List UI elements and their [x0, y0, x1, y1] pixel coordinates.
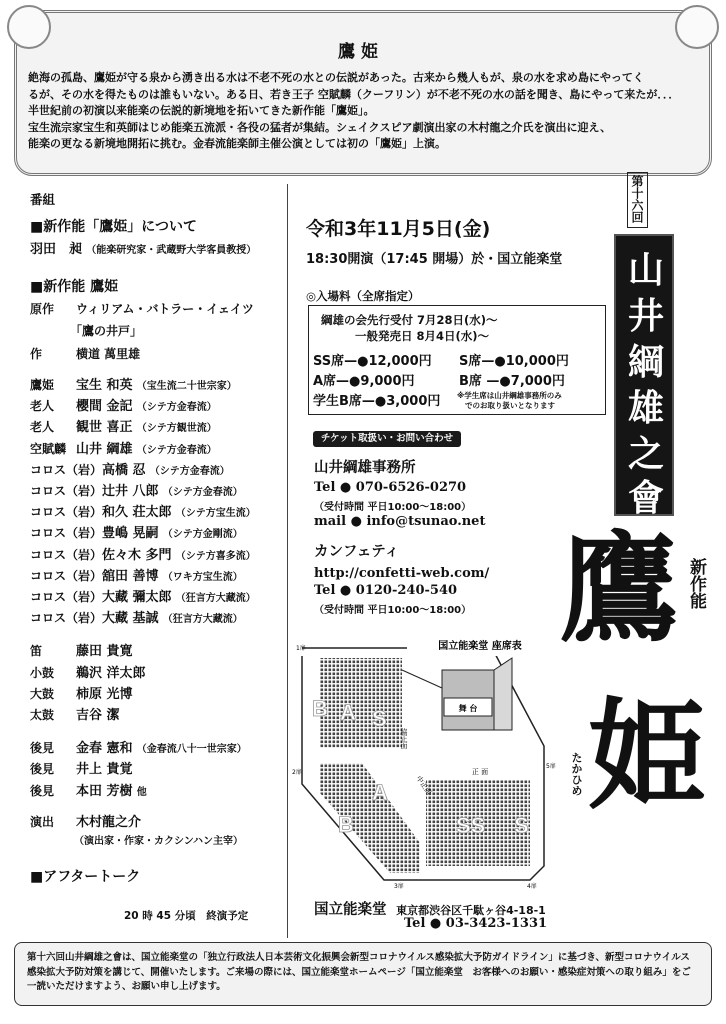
cast-row: コロス（岩）豊嶋 晃嗣 （シテ方金剛流）	[30, 526, 243, 542]
zone-label-a: A	[340, 700, 356, 725]
cast-row: 大鼓 柿原 光博	[30, 686, 133, 702]
cast-row: 後見 本田 芳樹 他	[30, 783, 147, 799]
director-note: （演出家・作家・カクシンハン主宰）	[74, 835, 244, 847]
cast-row: コロス（岩）大藏 基誠 （狂言方大藏流）	[30, 611, 243, 627]
zone-label-mid-a: A	[372, 780, 388, 805]
covid-notice: 第十六回山井綱雄之會は、国立能楽堂の「独立行政法人日本芸術文化振興会新型コロナウイルス感染拡大予防ガイドライン」に基づき、新型コロナウイルス感染拡大予防対策を講じて、開催いたします。ご来場の際には、国立能楽堂ホームページ「国立能楽堂 お客様へのお願い・感染症対策への取り組み」をご一読いただけますよう、お願い申し上げます。	[14, 942, 712, 1006]
venue-info: 国立能楽堂 東京都渋谷区千駄ヶ谷4-18-1	[314, 902, 546, 918]
presale: 綱雄の会先行受付 7月28日(水)～	[321, 313, 498, 327]
middle-label: 中正面	[414, 774, 433, 797]
zone-label-b: B	[312, 696, 328, 721]
office-hours: （受付時間 平日10:00～18:00）	[314, 502, 472, 513]
confetti-tel: Tel ● 0120-240-540	[314, 583, 458, 598]
cast-row: 演出 木村龍之介	[30, 814, 142, 830]
program-label: 番組	[30, 192, 56, 207]
student-note-2: でのお取り扱いとなります	[465, 401, 555, 410]
ticket-bar: チケット取扱い・お問い合わせ	[313, 431, 461, 447]
cast-row: 老人 観世 喜正 （シテ方観世流）	[30, 420, 217, 436]
fee-heading: ◎入場料（全席指定）	[306, 289, 420, 303]
middle-seats	[320, 763, 420, 873]
student-note: ※学生席は山井綱雄事務所のみ	[457, 391, 562, 400]
series-number: 第十六回	[627, 172, 648, 228]
cast-row: 太鼓 吉谷 潔	[30, 708, 120, 723]
title-reading: たかひめ	[570, 752, 583, 796]
lecturer: 羽田 昶 （能楽研究家・武蔵野大学客員教授）	[30, 242, 257, 257]
cast-row: 老人 櫻間 金記 （シテ方金春流）	[30, 399, 217, 415]
venue-tel: Tel ● 03-3423-1331	[404, 916, 548, 931]
office-mail[interactable]: mail ● info@tsunao.net	[314, 514, 486, 529]
zone-label-s: S	[372, 706, 387, 731]
cast-row: コロス（岩）高橋 忍 （シテ方金春流）	[30, 462, 230, 478]
intro-title: 鷹姫	[338, 41, 384, 62]
cast-row: 鷹姫 宝生 和英 （宝生流二十世宗家）	[30, 378, 237, 393]
cast-row: 笛 藤田 貴寛	[30, 644, 133, 660]
stage-label: 舞 台	[458, 704, 478, 713]
cast-row: コロス（岩）佐々木 多門 （シテ方喜多流）	[30, 547, 256, 563]
price-ss: SS席—●12,000円	[313, 354, 432, 369]
section-heading-about: ■新作能「鷹姫」について	[30, 219, 197, 235]
price-a: A席—●9,000円	[313, 374, 415, 389]
event-date: 令和3年11月5日(金)	[306, 218, 491, 240]
door-3: 3扉	[394, 883, 404, 890]
credit-original-title: 「鷹の井戸」	[70, 324, 143, 338]
door-4: 4扉	[527, 883, 537, 890]
intro-text: 絶海の孤島、鷹姫が守る泉から湧き出る水は不老不死の水との伝説があった。古来から幾人もが、泉の水を求め島にやってく るが、その水を得たものは誰もいない。ある日、若き王子 空賦麟（クーフリン）が不老不死の水の話を聞き、島にやって来たが．．． 半世紀前の初演以来能楽の伝説的新境地を拓いてきた新作能「鷹姫」。 宝生流宗家宝生和英師はじめ能楽五流派・各役の猛者が集結。シェイクスピア劇演出家の木村龍之介氏を演出に迎え、 能楽の更なる新境地開拓に挑む。金春流能楽師主催公演としては初の「鷹姫」上演。	[28, 71, 680, 150]
cast-row: コロス（岩）和久 荘太郎 （シテ方宝生流）	[30, 505, 256, 521]
confetti-url[interactable]: http://confetti-web.com/	[314, 566, 490, 581]
ornament-icon	[675, 5, 719, 49]
zone-label-mid-b: B	[338, 812, 354, 837]
confetti-name: カンフェティ	[314, 544, 400, 560]
event-time: 18:30開演（17:45 開場）於・国立能楽堂	[306, 252, 563, 267]
cast-row: コロス（岩）大藏 彌太郎 （狂言方大藏流）	[30, 590, 256, 605]
zone-label-front-s: S	[514, 813, 529, 838]
title-char-hime: 姫	[588, 685, 707, 824]
zone-label-ss: SS	[456, 813, 486, 838]
confetti-hours: （受付時間 平日10:00～18:00）	[314, 605, 472, 616]
ornament-icon	[7, 5, 51, 49]
section-heading-aftertalk: ■アフタートーク	[30, 869, 141, 885]
credit-author: 作 横道 萬里雄	[30, 347, 141, 361]
door-1: 1扉	[296, 645, 306, 652]
cast-row: 小鼓 鵜沢 洋太郎	[30, 665, 146, 681]
column-divider	[287, 184, 288, 938]
play-tag: 新作能	[686, 558, 706, 609]
price-student: 学生B席—●3,000円	[313, 394, 441, 409]
cast-row: 空賦麟 山井 綱雄 （シテ方金春流）	[30, 441, 217, 457]
price-b: B席 —●7,000円	[459, 374, 565, 389]
office-tel: Tel ● 070-6526-0270	[314, 480, 467, 495]
section-heading-play: ■新作能 鷹姫	[30, 279, 119, 295]
cast-row: コロス（岩）辻井 八郎 （シテ方金春流）	[30, 484, 243, 499]
door-2: 2扉	[292, 769, 302, 776]
side-seats	[320, 658, 402, 748]
door-5: 5扉	[546, 763, 556, 770]
side-label: 脇正面	[400, 728, 408, 749]
seatmap-title: 国立能楽堂 座席表	[438, 641, 522, 652]
end-time: 20 時 45 分頃 終演予定	[124, 910, 249, 922]
cast-row: コロス（岩）舘田 善博 （ワキ方宝生流）	[30, 568, 243, 584]
organizer-banner: 山 井 綱 雄 之 會	[614, 234, 674, 516]
cast-row: 後見 井上 貴覚	[30, 762, 133, 778]
general-sale: 一般発売日 8月4日(水)～	[355, 329, 490, 343]
price-s: S席—●10,000円	[459, 354, 569, 369]
credit-original: 原作 ウィリアム・バトラー・イェイツ	[30, 302, 254, 316]
seat-map	[292, 628, 554, 890]
title-char-taka: 鷹	[560, 519, 679, 658]
office-name: 山井綱雄事務所	[314, 460, 416, 476]
front-label: 正 面	[471, 768, 489, 776]
cast-row: 後見 金春 憲和 （金春流八十一世宗家）	[30, 741, 247, 757]
fee-box	[308, 305, 606, 415]
